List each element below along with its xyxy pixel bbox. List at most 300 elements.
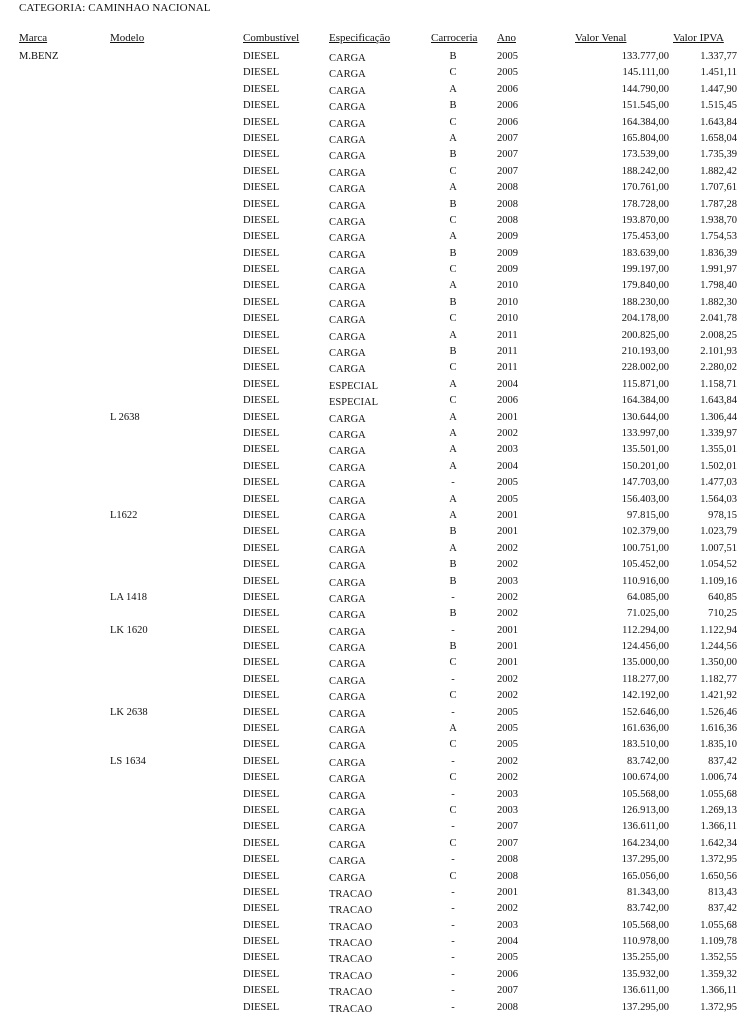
especificacao-cell: CARGA xyxy=(329,643,366,655)
carroceria-cell: C xyxy=(449,870,457,882)
carroceria-cell: - xyxy=(451,968,455,980)
especificacao-cell: CARGA xyxy=(329,200,366,212)
carroceria-cell: B xyxy=(449,608,457,620)
ano-cell: 2003 xyxy=(497,919,518,931)
carroceria-cell: A xyxy=(449,231,457,243)
ano-cell: 2008 xyxy=(497,854,518,866)
valor-ipva-cell: 1.526,46 xyxy=(700,706,737,718)
ano-cell: 2003 xyxy=(497,804,518,816)
valor-venal-cell: 83.742,00 xyxy=(627,755,669,767)
valor-ipva-cell: 1.515,45 xyxy=(700,100,737,112)
valor-ipva-cell: 1.366,11 xyxy=(700,985,737,997)
combustivel-cell: DIESEL xyxy=(243,837,280,849)
valor-ipva-cell: 1.109,16 xyxy=(700,575,737,587)
valor-venal-cell: 150.201,00 xyxy=(621,460,669,472)
carroceria-cell: C xyxy=(449,772,457,784)
especificacao-cell: CARGA xyxy=(329,610,366,622)
combustivel-cell: DIESEL xyxy=(243,739,280,751)
valor-venal-cell: 105.568,00 xyxy=(621,919,669,931)
ano-cell: 2006 xyxy=(497,968,518,980)
carroceria-cell: A xyxy=(449,378,457,390)
valor-venal-cell: 83.742,00 xyxy=(627,903,669,915)
especificacao-cell: CARGA xyxy=(329,462,366,474)
table-body xyxy=(0,49,747,1016)
ano-cell: 2001 xyxy=(497,411,518,423)
valor-ipva-cell: 1.650,56 xyxy=(700,870,737,882)
carroceria-cell: - xyxy=(451,919,455,931)
combustivel-cell: DIESEL xyxy=(243,591,280,603)
valor-venal-cell: 161.636,00 xyxy=(621,723,669,735)
combustivel-cell: DIESEL xyxy=(243,608,280,620)
valor-ipva-cell: 1.269,13 xyxy=(700,804,737,816)
table-row xyxy=(0,754,747,770)
especificacao-cell: CARGA xyxy=(329,823,366,835)
carroceria-cell: B xyxy=(449,198,457,210)
carroceria-cell: C xyxy=(449,739,457,751)
combustivel-cell: DIESEL xyxy=(243,395,280,407)
especificacao-cell: CARGA xyxy=(329,151,366,163)
ano-cell: 2010 xyxy=(497,280,518,292)
table-row xyxy=(0,967,747,983)
column-header-valor-ipva: Valor IPVA xyxy=(673,32,724,44)
combustivel-cell: DIESEL xyxy=(243,444,280,456)
especificacao-cell: CARGA xyxy=(329,85,366,97)
ano-cell: 2008 xyxy=(497,198,518,210)
column-header-ano: Ano xyxy=(497,32,516,44)
valor-venal-cell: 147.703,00 xyxy=(621,477,669,489)
especificacao-cell: CARGA xyxy=(329,413,366,425)
category-title: CATEGORIA: CAMINHAO NACIONAL xyxy=(19,2,211,14)
table-row xyxy=(0,623,747,639)
especificacao-cell: CARGA xyxy=(329,626,366,638)
especificacao-cell: CARGA xyxy=(329,757,366,769)
valor-venal-cell: 133.997,00 xyxy=(621,427,669,439)
ano-cell: 2002 xyxy=(497,772,518,784)
especificacao-cell: CARGA xyxy=(329,249,366,261)
valor-ipva-cell: 1.835,10 xyxy=(700,739,737,751)
carroceria-cell: A xyxy=(449,542,457,554)
table-row xyxy=(0,836,747,852)
combustivel-cell: DIESEL xyxy=(243,526,280,538)
valor-ipva-cell: 1.352,55 xyxy=(700,952,737,964)
carroceria-cell: C xyxy=(449,362,457,374)
valor-ipva-cell: 1.642,34 xyxy=(700,837,737,849)
carroceria-cell: A xyxy=(449,444,457,456)
combustivel-cell: DIESEL xyxy=(243,624,280,636)
especificacao-cell: CARGA xyxy=(329,184,366,196)
ano-cell: 2005 xyxy=(497,952,518,964)
carroceria-cell: B xyxy=(449,100,457,112)
valor-ipva-cell: 1.023,79 xyxy=(700,526,737,538)
combustivel-cell: DIESEL xyxy=(243,559,280,571)
valor-venal-cell: 175.453,00 xyxy=(621,231,669,243)
especificacao-cell: CARGA xyxy=(329,429,366,441)
carroceria-cell: C xyxy=(449,395,457,407)
combustivel-cell: DIESEL xyxy=(243,51,280,62)
especificacao-cell: CARGA xyxy=(329,102,366,114)
table-row xyxy=(0,475,747,491)
valor-venal-cell: 183.639,00 xyxy=(621,247,669,259)
valor-venal-cell: 165.056,00 xyxy=(621,870,669,882)
valor-ipva-cell: 1.882,42 xyxy=(700,165,737,177)
valor-ipva-cell: 978,15 xyxy=(708,509,737,521)
valor-venal-cell: 145.111,00 xyxy=(622,67,669,79)
valor-ipva-cell: 1.350,00 xyxy=(700,657,737,669)
valor-venal-cell: 179.840,00 xyxy=(621,280,669,292)
valor-ipva-cell: 710,25 xyxy=(708,608,737,620)
table-row xyxy=(0,770,747,786)
especificacao-cell: CARGA xyxy=(329,692,366,704)
especificacao-cell: TRACAO xyxy=(329,938,373,950)
valor-ipva-cell: 1.007,51 xyxy=(700,542,737,554)
combustivel-cell: DIESEL xyxy=(243,264,280,276)
especificacao-cell: CARGA xyxy=(329,806,366,818)
ano-cell: 2002 xyxy=(497,903,518,915)
especificacao-cell: TRACAO xyxy=(329,888,373,900)
ano-cell: 2007 xyxy=(497,132,518,144)
ano-cell: 2007 xyxy=(497,149,518,161)
ano-cell: 2008 xyxy=(497,182,518,194)
especificacao-cell: TRACAO xyxy=(329,954,373,966)
table-row xyxy=(0,787,747,803)
especificacao-cell: TRACAO xyxy=(329,1003,373,1015)
ano-cell: 2006 xyxy=(497,116,518,128)
ano-cell: 2001 xyxy=(497,886,518,898)
table-row xyxy=(0,885,747,901)
valor-venal-cell: 165.804,00 xyxy=(621,132,669,144)
carroceria-cell: A xyxy=(449,460,457,472)
valor-ipva-cell: 2.280,02 xyxy=(700,362,737,374)
especificacao-cell: TRACAO xyxy=(329,905,373,917)
table-row xyxy=(0,426,747,442)
ano-cell: 2008 xyxy=(497,1001,518,1013)
carroceria-cell: B xyxy=(449,149,457,161)
table-row xyxy=(0,688,747,704)
column-header-valor-venal: Valor Venal xyxy=(575,32,627,44)
valor-venal-cell: 164.384,00 xyxy=(621,116,669,128)
valor-ipva-cell: 1.707,61 xyxy=(700,182,737,194)
table-row xyxy=(0,49,747,65)
valor-ipva-cell: 1.355,01 xyxy=(700,444,737,456)
ano-cell: 2004 xyxy=(497,936,518,948)
especificacao-cell: CARGA xyxy=(329,544,366,556)
combustivel-cell: DIESEL xyxy=(243,919,280,931)
ano-cell: 2005 xyxy=(497,723,518,735)
ano-cell: 2009 xyxy=(497,264,518,276)
column-header-especificacao: Especificação xyxy=(329,32,391,44)
carroceria-cell: A xyxy=(449,427,457,439)
combustivel-cell: DIESEL xyxy=(243,509,280,521)
table-row xyxy=(0,508,747,524)
combustivel-cell: DIESEL xyxy=(243,362,280,374)
modelo-cell: L1622 xyxy=(110,509,138,521)
valor-ipva-cell: 1.158,71 xyxy=(700,378,737,390)
especificacao-cell: CARGA xyxy=(329,315,366,327)
combustivel-cell: DIESEL xyxy=(243,280,280,292)
table-row xyxy=(0,213,747,229)
combustivel-cell: DIESEL xyxy=(243,755,280,767)
ano-cell: 2007 xyxy=(497,837,518,849)
valor-ipva-cell: 2.041,78 xyxy=(700,313,737,325)
combustivel-cell: DIESEL xyxy=(243,690,280,702)
ano-cell: 2001 xyxy=(497,657,518,669)
ano-cell: 2011 xyxy=(497,329,518,341)
valor-ipva-cell: 1.502,01 xyxy=(700,460,737,472)
combustivel-cell: DIESEL xyxy=(243,903,280,915)
ano-cell: 2002 xyxy=(497,608,518,620)
ano-cell: 2009 xyxy=(497,247,518,259)
combustivel-cell: DIESEL xyxy=(243,214,280,226)
table-row xyxy=(0,934,747,950)
valor-ipva-cell: 1.643,84 xyxy=(700,116,737,128)
combustivel-cell: DIESEL xyxy=(243,673,280,685)
table-row xyxy=(0,393,747,409)
valor-ipva-cell: 1.836,39 xyxy=(700,247,737,259)
carroceria-cell: A xyxy=(449,509,457,521)
especificacao-cell: CARGA xyxy=(329,741,366,753)
valor-ipva-cell: 1.754,53 xyxy=(700,231,737,243)
carroceria-cell: - xyxy=(451,591,455,603)
table-row xyxy=(0,229,747,245)
combustivel-cell: DIESEL xyxy=(243,346,280,358)
column-header-marca: Marca xyxy=(19,32,48,44)
carroceria-cell: A xyxy=(449,329,457,341)
table-row xyxy=(0,197,747,213)
especificacao-cell: CARGA xyxy=(329,593,366,605)
especificacao-cell: CARGA xyxy=(329,282,366,294)
modelo-cell: LA 1418 xyxy=(110,591,148,603)
valor-venal-cell: 136.611,00 xyxy=(622,985,669,997)
ano-cell: 2001 xyxy=(497,526,518,538)
especificacao-cell: CARGA xyxy=(329,298,366,310)
combustivel-cell: DIESEL xyxy=(243,182,280,194)
valor-venal-cell: 133.777,00 xyxy=(621,51,669,62)
valor-venal-cell: 126.913,00 xyxy=(621,804,669,816)
ano-cell: 2002 xyxy=(497,690,518,702)
table-row xyxy=(0,98,747,114)
combustivel-cell: DIESEL xyxy=(243,706,280,718)
valor-ipva-cell: 1.006,74 xyxy=(700,772,737,784)
table-row xyxy=(0,360,747,376)
valor-ipva-cell: 1.787,28 xyxy=(700,198,737,210)
valor-venal-cell: 124.456,00 xyxy=(621,641,669,653)
especificacao-cell: CARGA xyxy=(329,856,366,868)
valor-venal-cell: 135.000,00 xyxy=(621,657,669,669)
valor-venal-cell: 188.242,00 xyxy=(621,165,669,177)
valor-ipva-cell: 1.359,32 xyxy=(700,968,737,980)
valor-ipva-cell: 1.182,77 xyxy=(700,673,737,685)
valor-venal-cell: 228.002,00 xyxy=(621,362,669,374)
table-row xyxy=(0,344,747,360)
table-row xyxy=(0,459,747,475)
modelo-cell: LS 1634 xyxy=(110,755,146,767)
combustivel-cell: DIESEL xyxy=(243,788,280,800)
especificacao-cell: CARGA xyxy=(329,167,366,179)
ano-cell: 2001 xyxy=(497,641,518,653)
valor-ipva-cell: 1.882,30 xyxy=(700,296,737,308)
carroceria-cell: C xyxy=(449,116,457,128)
combustivel-cell: DIESEL xyxy=(243,149,280,161)
valor-venal-cell: 112.294,00 xyxy=(622,624,669,636)
valor-venal-cell: 97.815,00 xyxy=(627,509,669,521)
especificacao-cell: CARGA xyxy=(329,872,366,884)
valor-venal-cell: 110.978,00 xyxy=(622,936,669,948)
carroceria-cell: A xyxy=(449,723,457,735)
ano-cell: 2006 xyxy=(497,100,518,112)
especificacao-cell: TRACAO xyxy=(329,970,373,982)
table-row xyxy=(0,819,747,835)
ano-cell: 2010 xyxy=(497,296,518,308)
combustivel-cell: DIESEL xyxy=(243,100,280,112)
combustivel-cell: DIESEL xyxy=(243,313,280,325)
combustivel-cell: DIESEL xyxy=(243,83,280,95)
carroceria-cell: C xyxy=(449,264,457,276)
carroceria-cell: A xyxy=(449,280,457,292)
ano-cell: 2005 xyxy=(497,739,518,751)
valor-ipva-cell: 1.122,94 xyxy=(700,624,737,636)
especificacao-cell: CARGA xyxy=(329,446,366,458)
valor-venal-cell: 81.343,00 xyxy=(627,886,669,898)
carroceria-cell: - xyxy=(451,755,455,767)
valor-ipva-cell: 1.054,52 xyxy=(700,559,737,571)
valor-ipva-cell: 2.101,93 xyxy=(700,346,737,358)
valor-venal-cell: 156.403,00 xyxy=(621,493,669,505)
valor-venal-cell: 135.255,00 xyxy=(621,952,669,964)
valor-ipva-cell: 1.339,97 xyxy=(700,427,737,439)
combustivel-cell: DIESEL xyxy=(243,411,280,423)
carroceria-cell: - xyxy=(451,821,455,833)
especificacao-cell: CARGA xyxy=(329,790,366,802)
especificacao-cell: CARGA xyxy=(329,118,366,130)
ano-cell: 2007 xyxy=(497,165,518,177)
valor-venal-cell: 135.501,00 xyxy=(621,444,669,456)
table-row xyxy=(0,262,747,278)
valor-ipva-cell: 1.306,44 xyxy=(700,411,737,423)
combustivel-cell: DIESEL xyxy=(243,804,280,816)
ano-cell: 2007 xyxy=(497,985,518,997)
table-row xyxy=(0,950,747,966)
table-row xyxy=(0,328,747,344)
table-row xyxy=(0,655,747,671)
carroceria-cell: - xyxy=(451,624,455,636)
combustivel-cell: DIESEL xyxy=(243,641,280,653)
especificacao-cell: CARGA xyxy=(329,725,366,737)
table-row xyxy=(0,639,747,655)
ano-cell: 2007 xyxy=(497,821,518,833)
carroceria-cell: A xyxy=(449,182,457,194)
valor-ipva-cell: 1.366,11 xyxy=(700,821,737,833)
valor-venal-cell: 100.674,00 xyxy=(621,772,669,784)
valor-venal-cell: 199.197,00 xyxy=(621,264,669,276)
combustivel-cell: DIESEL xyxy=(243,657,280,669)
valor-venal-cell: 100.751,00 xyxy=(621,542,669,554)
valor-venal-cell: 102.379,00 xyxy=(621,526,669,538)
table-row xyxy=(0,705,747,721)
carroceria-cell: - xyxy=(451,1001,455,1013)
ano-cell: 2006 xyxy=(497,395,518,407)
column-header-combustivel: Combustível xyxy=(243,32,300,44)
carroceria-cell: A xyxy=(449,411,457,423)
carroceria-cell: B xyxy=(449,526,457,538)
especificacao-cell: CARGA xyxy=(329,528,366,540)
combustivel-cell: DIESEL xyxy=(243,985,280,997)
carroceria-cell: - xyxy=(451,477,455,489)
combustivel-cell: DIESEL xyxy=(243,231,280,243)
ano-cell: 2006 xyxy=(497,83,518,95)
ano-cell: 2005 xyxy=(497,477,518,489)
carroceria-cell: - xyxy=(451,788,455,800)
combustivel-cell: DIESEL xyxy=(243,575,280,587)
carroceria-cell: C xyxy=(449,313,457,325)
valor-venal-cell: 105.568,00 xyxy=(621,788,669,800)
especificacao-cell: CARGA xyxy=(329,659,366,671)
ano-cell: 2003 xyxy=(497,444,518,456)
marca-cell: M.BENZ xyxy=(19,51,59,62)
valor-venal-cell: 130.644,00 xyxy=(621,411,669,423)
column-header-carroceria: Carroceria xyxy=(431,32,478,44)
carroceria-cell: B xyxy=(449,296,457,308)
table-row xyxy=(0,869,747,885)
carroceria-cell: - xyxy=(451,952,455,964)
combustivel-cell: DIESEL xyxy=(243,854,280,866)
especificacao-cell: CARGA xyxy=(329,69,366,81)
valor-venal-cell: 137.295,00 xyxy=(621,1001,669,1013)
valor-ipva-cell: 1.643,84 xyxy=(700,395,737,407)
valor-venal-cell: 142.192,00 xyxy=(621,690,669,702)
carroceria-cell: C xyxy=(449,214,457,226)
table-row xyxy=(0,442,747,458)
combustivel-cell: DIESEL xyxy=(243,542,280,554)
valor-venal-cell: 64.085,00 xyxy=(627,591,669,603)
valor-ipva-cell: 1.447,90 xyxy=(700,83,737,95)
ano-cell: 2008 xyxy=(497,214,518,226)
especificacao-cell: CARGA xyxy=(329,561,366,573)
combustivel-cell: DIESEL xyxy=(243,427,280,439)
table-row xyxy=(0,541,747,557)
table-row xyxy=(0,901,747,917)
carroceria-cell: - xyxy=(451,936,455,948)
valor-ipva-cell: 640,85 xyxy=(708,591,737,603)
combustivel-cell: DIESEL xyxy=(243,67,280,79)
carroceria-cell: C xyxy=(449,165,457,177)
table-row xyxy=(0,574,747,590)
ano-cell: 2003 xyxy=(497,788,518,800)
table-row xyxy=(0,803,747,819)
ano-cell: 2002 xyxy=(497,542,518,554)
especificacao-cell: CARGA xyxy=(329,364,366,376)
combustivel-cell: DIESEL xyxy=(243,378,280,390)
combustivel-cell: DIESEL xyxy=(243,296,280,308)
valor-ipva-cell: 1.372,95 xyxy=(700,854,737,866)
valor-venal-cell: 183.510,00 xyxy=(621,739,669,751)
table-row xyxy=(0,246,747,262)
valor-ipva-cell: 1.244,56 xyxy=(700,641,737,653)
modelo-cell: LK 2638 xyxy=(110,706,148,718)
valor-venal-cell: 110.916,00 xyxy=(622,575,669,587)
combustivel-cell: DIESEL xyxy=(243,116,280,128)
combustivel-cell: DIESEL xyxy=(243,772,280,784)
carroceria-cell: B xyxy=(449,247,457,259)
valor-ipva-cell: 837,42 xyxy=(708,903,737,915)
especificacao-cell: ESPECIAL xyxy=(329,397,379,409)
table-row xyxy=(0,164,747,180)
valor-ipva-cell: 1.055,68 xyxy=(700,919,737,931)
carroceria-cell: - xyxy=(451,985,455,997)
valor-venal-cell: 178.728,00 xyxy=(621,198,669,210)
ano-cell: 2002 xyxy=(497,755,518,767)
table-row xyxy=(0,852,747,868)
carroceria-cell: - xyxy=(451,706,455,718)
